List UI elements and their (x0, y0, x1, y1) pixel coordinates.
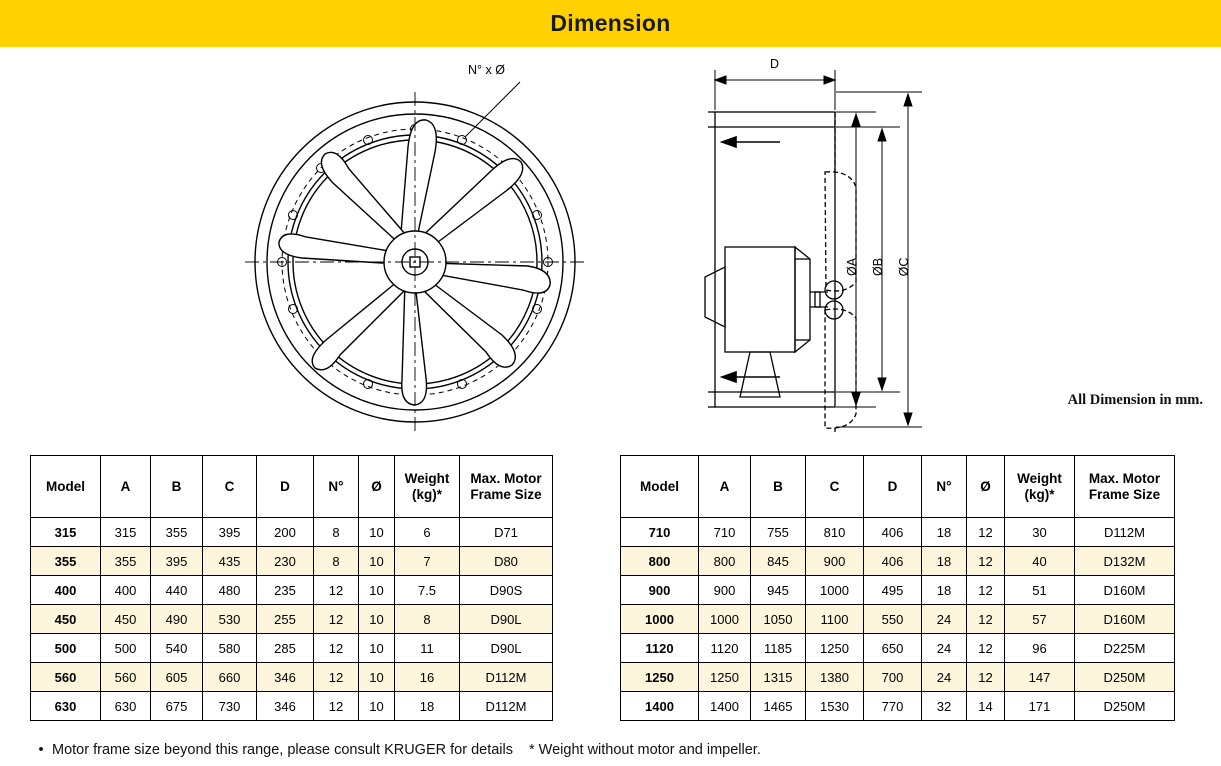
page-header-banner (0, 0, 1221, 47)
cell-weight: 57 (1005, 605, 1075, 634)
cell-b: 675 (151, 692, 203, 721)
cell-motor-frame: D132M (1075, 547, 1175, 576)
cell-c: 1100 (806, 605, 864, 634)
cell-d: 550 (864, 605, 922, 634)
cell-c: 1250 (806, 634, 864, 663)
cell-b: 845 (751, 547, 806, 576)
cell-weight: 6 (395, 518, 460, 547)
cell-motor-frame: D90L (460, 634, 553, 663)
cell-weight: 171 (1005, 692, 1075, 721)
cell-d: 255 (257, 605, 314, 634)
table-row (31, 547, 553, 576)
cell-d: 700 (864, 663, 922, 692)
table-row (31, 692, 553, 721)
dimension-table-left (30, 455, 553, 721)
cell-weight: 30 (1005, 518, 1075, 547)
cell-b: 440 (151, 576, 203, 605)
col-header-motor-line1: Max. Motor (1088, 470, 1161, 486)
fan-front-view-drawing (230, 52, 630, 432)
cell-d: 495 (864, 576, 922, 605)
cell-n: 24 (922, 663, 967, 692)
cell-motor-frame: D90L (460, 605, 553, 634)
cell-motor-frame: D112M (460, 663, 553, 692)
col-header-c: C (806, 456, 864, 518)
cell-c: 810 (806, 518, 864, 547)
cell-n: 8 (314, 547, 359, 576)
cell-c: 530 (203, 605, 257, 634)
cell-motor-frame: D160M (1075, 576, 1175, 605)
cell-b: 945 (751, 576, 806, 605)
side-view-dim-d-label: D (770, 57, 780, 71)
col-header-c: C (203, 456, 257, 518)
col-header-weight (395, 456, 460, 518)
col-header-n: N° (922, 456, 967, 518)
cell-c: 580 (203, 634, 257, 663)
cell-c: 1000 (806, 576, 864, 605)
cell-diameter: 10 (359, 663, 395, 692)
cell-d: 230 (257, 547, 314, 576)
cell-a: 400 (101, 576, 151, 605)
cell-weight: 11 (395, 634, 460, 663)
col-header-diameter: Ø (967, 456, 1005, 518)
cell-a: 710 (699, 518, 751, 547)
col-header-motor-frame (460, 456, 553, 518)
cell-model: 1400 (621, 692, 699, 721)
cell-model: 560 (31, 663, 101, 692)
table-row (621, 663, 1175, 692)
cell-diameter: 12 (967, 518, 1005, 547)
cell-n: 18 (922, 576, 967, 605)
cell-diameter: 10 (359, 547, 395, 576)
cell-d: 650 (864, 634, 922, 663)
cell-model: 1000 (621, 605, 699, 634)
table-row (621, 547, 1175, 576)
units-note: All Dimension in mm. (1067, 392, 1203, 408)
cell-motor-frame: D80 (460, 547, 553, 576)
cell-n: 18 (922, 547, 967, 576)
cell-motor-frame: D112M (1075, 518, 1175, 547)
cell-diameter: 12 (967, 547, 1005, 576)
col-header-motor-line1: Max. Motor (470, 470, 542, 486)
cell-n: 12 (314, 634, 359, 663)
cell-b: 540 (151, 634, 203, 663)
cell-a: 800 (699, 547, 751, 576)
cell-motor-frame: D225M (1075, 634, 1175, 663)
fan-side-view-drawing (660, 52, 980, 432)
cell-c: 900 (806, 547, 864, 576)
footnote-weight: * Weight without motor and impeller. (529, 742, 761, 758)
col-header-a: A (101, 456, 151, 518)
cell-n: 12 (314, 605, 359, 634)
cell-d: 285 (257, 634, 314, 663)
cell-model: 1120 (621, 634, 699, 663)
table-row (31, 518, 553, 547)
cell-n: 18 (922, 518, 967, 547)
cell-n: 8 (314, 518, 359, 547)
cell-motor-frame: D112M (460, 692, 553, 721)
cell-weight: 16 (395, 663, 460, 692)
col-header-n: N° (314, 456, 359, 518)
col-header-b: B (751, 456, 806, 518)
table-row (31, 634, 553, 663)
cell-diameter: 14 (967, 692, 1005, 721)
col-header-weight-line2: (kg)* (1024, 486, 1055, 502)
table-row (621, 518, 1175, 547)
table-row (31, 576, 553, 605)
table-row (31, 663, 553, 692)
cell-b: 395 (151, 547, 203, 576)
footnote-motor-frame: Motor frame size beyond this range, please consult KRUGER for details (52, 742, 513, 758)
col-header-weight (1005, 456, 1075, 518)
cell-c: 480 (203, 576, 257, 605)
cell-a: 315 (101, 518, 151, 547)
cell-b: 490 (151, 605, 203, 634)
cell-a: 630 (101, 692, 151, 721)
col-header-b: B (151, 456, 203, 518)
cell-diameter: 10 (359, 518, 395, 547)
cell-b: 605 (151, 663, 203, 692)
drawing-area (0, 47, 1221, 432)
side-view-dim-a-label: ØA (845, 257, 859, 277)
cell-n: 24 (922, 605, 967, 634)
cell-c: 395 (203, 518, 257, 547)
cell-diameter: 12 (967, 663, 1005, 692)
table-row (621, 576, 1175, 605)
side-view-dim-b-label: ØB (871, 257, 885, 277)
cell-b: 355 (151, 518, 203, 547)
cell-weight: 18 (395, 692, 460, 721)
cell-d: 200 (257, 518, 314, 547)
cell-weight: 96 (1005, 634, 1075, 663)
cell-a: 1000 (699, 605, 751, 634)
cell-d: 346 (257, 663, 314, 692)
cell-model: 630 (31, 692, 101, 721)
col-header-weight-line2: (kg)* (412, 486, 442, 502)
table-row (621, 605, 1175, 634)
cell-c: 435 (203, 547, 257, 576)
cell-d: 406 (864, 547, 922, 576)
cell-a: 1120 (699, 634, 751, 663)
cell-n: 32 (922, 692, 967, 721)
cell-n: 12 (314, 663, 359, 692)
cell-diameter: 12 (967, 576, 1005, 605)
cell-d: 406 (864, 518, 922, 547)
col-header-a: A (699, 456, 751, 518)
cell-weight: 40 (1005, 547, 1075, 576)
cell-diameter: 10 (359, 692, 395, 721)
cell-d: 346 (257, 692, 314, 721)
cell-motor-frame: D160M (1075, 605, 1175, 634)
cell-n: 24 (922, 634, 967, 663)
front-view-hole-label: N° x Ø (468, 63, 505, 77)
cell-n: 12 (314, 576, 359, 605)
cell-weight: 7.5 (395, 576, 460, 605)
cell-model: 800 (621, 547, 699, 576)
cell-model: 315 (31, 518, 101, 547)
cell-model: 1250 (621, 663, 699, 692)
cell-b: 1050 (751, 605, 806, 634)
page-title: Dimension (550, 10, 671, 36)
cell-model: 900 (621, 576, 699, 605)
col-header-model: Model (621, 456, 699, 518)
cell-diameter: 10 (359, 576, 395, 605)
table-header-row (621, 456, 1175, 518)
cell-c: 1530 (806, 692, 864, 721)
cell-c: 660 (203, 663, 257, 692)
cell-motor-frame: D250M (1075, 663, 1175, 692)
cell-c: 730 (203, 692, 257, 721)
col-header-weight-line1: Weight (1017, 470, 1062, 486)
col-header-motor-line2: Frame Size (470, 486, 542, 502)
cell-model: 355 (31, 547, 101, 576)
col-header-diameter: Ø (359, 456, 395, 518)
cell-c: 1380 (806, 663, 864, 692)
col-header-d: D (864, 456, 922, 518)
cell-b: 1315 (751, 663, 806, 692)
cell-d: 770 (864, 692, 922, 721)
table-row (31, 605, 553, 634)
cell-motor-frame: D90S (460, 576, 553, 605)
cell-weight: 51 (1005, 576, 1075, 605)
col-header-motor-line2: Frame Size (1088, 486, 1161, 502)
cell-a: 450 (101, 605, 151, 634)
col-header-d: D (257, 456, 314, 518)
table-header-row (31, 456, 553, 518)
col-header-motor-frame (1075, 456, 1175, 518)
cell-a: 1250 (699, 663, 751, 692)
cell-a: 1400 (699, 692, 751, 721)
cell-weight: 8 (395, 605, 460, 634)
col-header-model: Model (31, 456, 101, 518)
cell-a: 900 (699, 576, 751, 605)
cell-motor-frame: D71 (460, 518, 553, 547)
cell-b: 755 (751, 518, 806, 547)
side-view-dim-c-label: ØC (897, 257, 911, 277)
dimension-table-right (620, 455, 1175, 721)
cell-b: 1465 (751, 692, 806, 721)
cell-model: 710 (621, 518, 699, 547)
cell-model: 400 (31, 576, 101, 605)
cell-d: 235 (257, 576, 314, 605)
cell-weight: 147 (1005, 663, 1075, 692)
bullet-icon: • (38, 742, 44, 758)
dimension-table-right-wrapper (620, 455, 1175, 721)
cell-model: 450 (31, 605, 101, 634)
cell-model: 500 (31, 634, 101, 663)
footnotes (30, 742, 1200, 758)
cell-n: 12 (314, 692, 359, 721)
cell-diameter: 12 (967, 605, 1005, 634)
cell-diameter: 10 (359, 605, 395, 634)
cell-diameter: 12 (967, 634, 1005, 663)
cell-a: 355 (101, 547, 151, 576)
cell-weight: 7 (395, 547, 460, 576)
dimension-table-left-wrapper (30, 455, 553, 721)
cell-b: 1185 (751, 634, 806, 663)
cell-diameter: 10 (359, 634, 395, 663)
table-row (621, 634, 1175, 663)
cell-motor-frame: D250M (1075, 692, 1175, 721)
table-row (621, 692, 1175, 721)
cell-a: 500 (101, 634, 151, 663)
cell-a: 560 (101, 663, 151, 692)
col-header-weight-line1: Weight (404, 470, 450, 486)
